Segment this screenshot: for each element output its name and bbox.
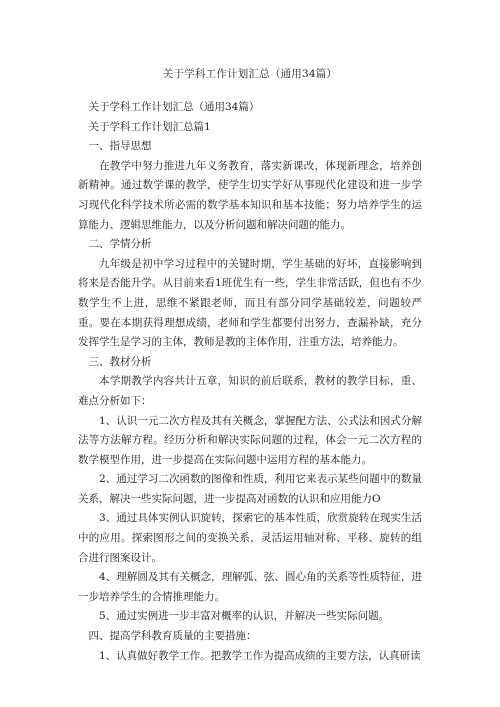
section-heading: 四、提高学科教育质量的主要措施： xyxy=(88,630,257,643)
body-paragraph: 本学期教学内容共计五章，知识的前后联系，教材的教学目标，重、难点分析如下： xyxy=(78,375,422,407)
doc-subtitle: 关于学科工作计划汇总（通用34篇） xyxy=(88,101,260,113)
body-paragraph: 5、通过实例进一步丰富对概率的认识，并解决一些实际问题。 xyxy=(99,610,390,623)
body-paragraph: 2、通过学习二次函数的图像和性质，利用它来表示某些问题中的数量关系，解决一些实际问题，进一步提高对函数的认识和应用能力O xyxy=(78,473,422,505)
section-heading: 一、指导思想 xyxy=(88,140,152,153)
body-paragraph: 九年级是初中学习过程中的关键时期，学生基础的好坏，直接影响到将来是否能升学。从目前来看1班优生有一些，学生非常活跃，但也有不少数学生不上进，思维不紧跟老师，而且有部分同学基础较差，问题较严重。要在本期获得理想成绩，老师和学生都要付出努力，查漏补缺，充分发挥学生是学习的主体，教师是教的主体作用，注重方法，培养能力。 xyxy=(78,257,422,349)
section-heading: 三、教材分析 xyxy=(88,355,152,368)
body-paragraph: 3、通过具体实例认识旋转，探索它的基本性质，欣赏旋转在现实生活中的应用。探索图形之间的变换关系，灵活运用轴对称、平移、旋转的组合进行图案设计。 xyxy=(78,512,422,564)
body-paragraph: 在教学中努力推进九年义务教育，落实新课改，体现新理念，培养创新精神。通过数学课的教学，使学生切实学好从事现代化建设和进一步学习现代化科学技术所必需的数学基本知识和基本技能；努力培养学生的运算能力、逻辑思维能力，以及分析问题和解决问题的能力。 xyxy=(78,159,422,231)
document-body xyxy=(78,98,422,666)
body-paragraph: 4、理解圆及其有关概念，理解弧、弦、圆心角的关系等性质特征，进一步培养学生的合情推理能力。 xyxy=(78,571,422,603)
page-title: 关于学科工作计划汇总（通用34篇） xyxy=(162,68,338,80)
body-paragraph: 1、认识一元二次方程及其有关概念，掌握配方法、公式法和因式分解法等方法解方程。经历分析和解决实际问题的过程，体会一元二次方程的数学模型作用，进一步提高在实际问题中运用方程的基本能力。 xyxy=(78,414,422,466)
section-heading: 关于学科工作计划汇总篇1 xyxy=(88,120,211,133)
body-paragraph: 1、认真做好教学工作。把教学工作为提高成绩的主要方法，认真研读 xyxy=(99,649,421,662)
section-heading: 二、学情分析 xyxy=(88,238,152,251)
